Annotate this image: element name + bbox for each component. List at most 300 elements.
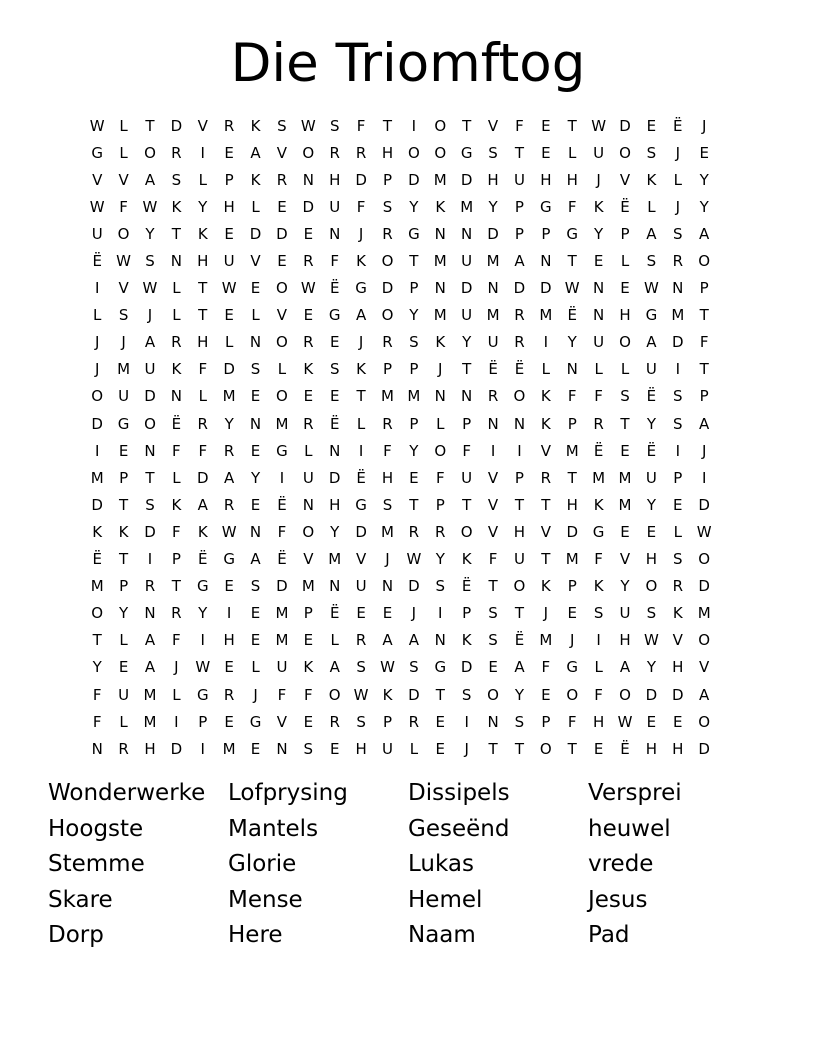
grid-letter: Ë (514, 360, 525, 379)
grid-letter: Ë (567, 306, 577, 325)
page-title: Die Triomftog (230, 33, 586, 94)
grid-letter: U (461, 306, 473, 325)
grid-letter: E (673, 495, 683, 514)
grid-letter: J (358, 333, 364, 352)
grid-letter: E (329, 739, 340, 758)
grid-letter: O (434, 143, 447, 162)
word-list-item: Here (228, 922, 283, 949)
grid-letter: A (514, 252, 525, 271)
grid-letter: L (620, 360, 630, 379)
grid-letter: N (249, 522, 262, 541)
grid-letter: S (382, 495, 393, 514)
grid-letter: K (356, 360, 367, 379)
grid-letter: D (513, 279, 526, 298)
grid-letter: N (91, 739, 103, 758)
grid-letter: W (89, 116, 105, 135)
grid-letter: W (221, 522, 237, 541)
grid-letter: D (91, 414, 103, 433)
grid-letter: V (197, 116, 208, 135)
grid-letter: R (382, 224, 393, 243)
grid-letter: L (251, 658, 260, 677)
grid-letter: E (303, 306, 314, 325)
grid-letter: Y (224, 414, 234, 433)
grid-letter: N (144, 604, 156, 623)
grid-letter: P (119, 577, 129, 596)
grid-letter: U (461, 252, 473, 271)
grid-letter: H (672, 739, 684, 758)
grid-letter: K (171, 197, 182, 216)
grid-letter: N (249, 414, 262, 433)
grid-letter: A (699, 685, 710, 704)
grid-letter: F (356, 197, 366, 216)
grid-letter: T (119, 550, 129, 569)
grid-letter: U (276, 658, 288, 677)
grid-letter: D (408, 170, 420, 189)
grid-letter: K (250, 116, 261, 135)
grid-letter: W (300, 116, 316, 135)
grid-letter: F (330, 252, 340, 271)
grid-letter: G (566, 658, 579, 677)
grid-letter: A (699, 414, 710, 433)
grid-letter: E (699, 143, 709, 162)
grid-letter: T (198, 306, 208, 325)
grid-letter: P (224, 170, 234, 189)
grid-letter: S (461, 685, 472, 704)
grid-letter: E (646, 522, 657, 541)
grid-letter: P (541, 712, 551, 731)
grid-letter: S (250, 360, 261, 379)
grid-letter: V (250, 252, 261, 271)
grid-letter: M (275, 414, 289, 433)
grid-letter: H (645, 550, 658, 569)
word-list-item: Wonderwerke (48, 780, 206, 806)
grid-letter: G (196, 685, 209, 704)
word-list-item: Lukas (408, 851, 474, 878)
grid-letter: D (540, 279, 552, 298)
grid-letter: D (302, 197, 315, 216)
grid-letter: D (566, 522, 578, 541)
grid-letter: K (672, 604, 683, 623)
grid-letter: M (460, 197, 474, 216)
grid-letter: L (172, 468, 181, 487)
grid-letter: L (620, 252, 630, 271)
grid-letter: R (355, 631, 367, 650)
grid-letter: K (540, 387, 551, 406)
grid-letter: F (172, 631, 181, 650)
grid-letter: R (276, 170, 288, 189)
grid-letter: S (145, 252, 155, 271)
grid-letter: S (356, 712, 366, 731)
grid-letter: U (487, 333, 499, 352)
grid-letter: V (672, 631, 683, 650)
grid-letter: D (460, 658, 473, 677)
grid-letter: H (566, 170, 578, 189)
grid-letter: V (487, 522, 499, 541)
grid-row (84, 735, 744, 762)
grid-letter: A (619, 658, 631, 677)
grid-letter: O (460, 522, 473, 541)
grid-letter: G (276, 441, 288, 460)
grid-letter: F (462, 441, 471, 460)
grid-letter: R (408, 712, 420, 731)
grid-letter: F (567, 197, 577, 216)
grid-letter: P (462, 604, 472, 623)
grid-letter: V (276, 712, 288, 731)
grid-letter: W (564, 279, 580, 298)
grid-letter: S (171, 170, 182, 189)
grid-letter: D (672, 333, 684, 352)
grid-letter: P (409, 360, 419, 379)
grid-letter: O (513, 577, 526, 596)
grid-letter: E (250, 739, 261, 758)
grid-letter: O (117, 224, 130, 243)
grid-letter: G (223, 550, 235, 569)
grid-letter: E (303, 387, 314, 406)
grid-letter: M (433, 252, 447, 271)
word-search-grid (84, 112, 744, 762)
grid-letter: I (94, 279, 100, 298)
grid-letter: A (355, 306, 367, 325)
grid-letter: R (303, 252, 314, 271)
grid-letter: L (541, 360, 551, 379)
grid-letter: E (250, 604, 261, 623)
grid-letter: U (329, 197, 341, 216)
grid-letter: D (144, 387, 156, 406)
grid-letter: K (435, 333, 446, 352)
grid-letter: H (381, 468, 394, 487)
grid-letter: M (143, 712, 157, 731)
grid-letter: L (93, 306, 102, 325)
grid-letter: J (121, 333, 126, 352)
grid-letter: K (303, 658, 314, 677)
grid-letter: E (250, 279, 261, 298)
word-list-item: Dorp (48, 922, 104, 949)
grid-letter: A (144, 631, 156, 650)
grid-row (84, 302, 744, 329)
grid-letter: E (646, 116, 657, 135)
grid-letter: R (593, 414, 604, 433)
grid-letter: F (198, 441, 208, 460)
grid-letter: N (461, 387, 473, 406)
grid-letter: U (513, 550, 525, 569)
grid-letter: S (488, 143, 498, 162)
grid-letter: O (698, 550, 711, 569)
grid-letter: W (643, 279, 659, 298)
grid-letter: E (118, 441, 129, 460)
grid-letter: T (514, 143, 525, 162)
grid-letter: G (460, 143, 473, 162)
grid-letter: U (619, 604, 631, 623)
grid-letter: K (540, 577, 551, 596)
grid-letter: H (592, 712, 605, 731)
grid-letter: J (94, 333, 100, 352)
grid-letter: N (329, 441, 341, 460)
grid-letter: H (619, 306, 631, 325)
grid-letter: P (699, 387, 709, 406)
grid-letter: J (94, 360, 100, 379)
grid-letter: O (407, 143, 420, 162)
grid-letter: W (591, 116, 607, 135)
grid-letter: E (567, 604, 577, 623)
grid-row (84, 410, 744, 437)
grid-letter: G (540, 197, 552, 216)
grid-letter: R (144, 577, 156, 596)
grid-letter: V (118, 170, 129, 189)
grid-letter: E (303, 712, 314, 731)
grid-letter: H (487, 170, 499, 189)
grid-letter: I (490, 441, 496, 460)
grid-letter: S (646, 252, 657, 271)
grid-letter: S (277, 116, 287, 135)
word-list-item: Pad (588, 922, 630, 949)
grid-letter: W (221, 279, 237, 298)
grid-letter: R (514, 306, 525, 325)
grid-letter: I (438, 604, 443, 623)
grid-letter: V (276, 143, 288, 162)
grid-letter: Y (646, 414, 656, 433)
grid-letter: O (381, 306, 394, 325)
grid-letter: E (382, 604, 393, 623)
grid-letter: O (91, 604, 104, 623)
grid-letter: E (224, 306, 234, 325)
grid-letter: D (381, 279, 394, 298)
grid-letter: T (356, 387, 366, 406)
grid-letter: R (382, 333, 393, 352)
grid-letter: E (303, 224, 314, 243)
grid-letter: Y (620, 577, 630, 596)
grid-letter: N (381, 577, 394, 596)
grid-letter: Y (646, 495, 656, 514)
grid-row (84, 600, 744, 627)
grid-letter: J (174, 658, 179, 677)
word-list-item: Mense (228, 886, 303, 913)
grid-letter: E (250, 495, 261, 514)
grid-letter: F (356, 116, 366, 135)
grid-letter: Ë (620, 197, 630, 216)
grid-letter: V (355, 550, 367, 569)
grid-letter: H (619, 631, 631, 650)
grid-letter: K (197, 224, 208, 243)
grid-letter: S (303, 739, 314, 758)
grid-letter: Y (435, 550, 445, 569)
grid-letter: O (91, 387, 104, 406)
grid-letter: E (224, 143, 234, 162)
grid-letter: J (570, 631, 575, 650)
grid-letter: W (353, 685, 369, 704)
grid-letter: S (514, 712, 525, 731)
grid-letter: N (302, 495, 314, 514)
grid-letter: M (381, 387, 394, 406)
word-list-item: Geseënd (408, 815, 510, 842)
grid-letter: T (567, 739, 577, 758)
grid-letter: I (517, 441, 522, 460)
grid-letter: T (514, 604, 525, 623)
grid-letter: I (543, 333, 549, 352)
grid-letter: E (224, 658, 234, 677)
grid-letter: R (672, 577, 683, 596)
grid-letter: N (329, 224, 341, 243)
grid-letter: I (147, 550, 153, 569)
grid-letter: D (672, 685, 684, 704)
grid-letter: V (487, 495, 499, 514)
grid-letter: D (698, 577, 710, 596)
grid-letter: H (540, 170, 552, 189)
grid-letter: L (119, 631, 128, 650)
grid-letter: E (541, 143, 551, 162)
grid-letter: Ë (593, 441, 604, 460)
grid-letter: A (144, 170, 156, 189)
grid-letter: T (541, 495, 551, 514)
grid-letter: Ë (329, 604, 340, 623)
grid-letter: Y (488, 197, 498, 216)
grid-letter: F (435, 468, 445, 487)
grid-letter: F (92, 712, 102, 731)
grid-letter: O (645, 577, 658, 596)
word-list-item: Skare (48, 886, 113, 913)
grid-letter: S (382, 197, 393, 216)
grid-letter: O (276, 387, 288, 406)
grid-letter: P (514, 197, 524, 216)
grid-letter: G (328, 306, 341, 325)
word-list-item: Naam (408, 922, 476, 949)
grid-letter: F (594, 685, 603, 704)
grid-letter: M (381, 522, 394, 541)
grid-letter: N (566, 360, 578, 379)
grid-letter: N (170, 387, 182, 406)
grid-letter: O (619, 685, 631, 704)
grid-letter: P (303, 604, 313, 623)
grid-letter: N (487, 414, 499, 433)
grid-letter: E (409, 468, 419, 487)
grid-letter: O (276, 333, 288, 352)
grid-letter: T (567, 252, 577, 271)
grid-letter: O (566, 685, 579, 704)
grid-letter: T (145, 468, 155, 487)
grid-letter: Y (462, 333, 472, 352)
grid-letter: Ë (461, 577, 472, 596)
grid-letter: P (462, 414, 472, 433)
grid-letter: Y (646, 658, 656, 677)
grid-letter: O (381, 252, 394, 271)
grid-letter: D (355, 170, 367, 189)
grid-letter: K (118, 522, 129, 541)
grid-letter: J (411, 604, 417, 623)
grid-letter: Ë (198, 550, 208, 569)
grid-letter: I (464, 712, 469, 731)
grid-letter: I (596, 631, 601, 650)
grid-letter: Y (145, 224, 155, 243)
grid-letter: H (223, 631, 235, 650)
grid-letter: E (593, 252, 604, 271)
grid-letter: P (541, 224, 551, 243)
grid-letter: P (119, 468, 129, 487)
grid-letter: D (355, 522, 367, 541)
grid-letter: T (567, 116, 577, 135)
grid-letter: G (434, 658, 447, 677)
grid-letter: M (486, 252, 500, 271)
grid-letter: Y (119, 604, 129, 623)
grid-letter: R (197, 414, 208, 433)
grid-letter: L (594, 360, 603, 379)
grid-letter: F (699, 333, 709, 352)
grid-row (84, 383, 744, 410)
grid-row (84, 437, 744, 464)
grid-letter: E (250, 387, 261, 406)
grid-letter: F (383, 441, 392, 460)
grid-letter: D (328, 468, 341, 487)
grid-letter: N (461, 224, 473, 243)
grid-letter: W (116, 252, 131, 271)
grid-row (84, 573, 744, 600)
grid-letter: D (645, 685, 658, 704)
word-list-item: Jesus (588, 886, 648, 913)
word-list-item: Versprei (588, 780, 682, 806)
grid-letter: Ë (329, 414, 340, 433)
grid-letter: J (701, 116, 707, 135)
grid-letter: N (329, 577, 341, 596)
grid-letter: E (277, 197, 287, 216)
grid-letter: S (356, 658, 366, 677)
grid-letter: P (699, 279, 709, 298)
grid-letter: O (302, 522, 315, 541)
grid-letter: F (541, 658, 551, 677)
grid-letter: E (620, 279, 630, 298)
grid-letter: U (223, 252, 235, 271)
grid-letter: E (620, 441, 630, 460)
grid-letter: G (117, 414, 130, 433)
grid-letter: O (539, 739, 552, 758)
grid-letter: Y (198, 197, 208, 216)
grid-letter: V (487, 116, 499, 135)
grid-letter: H (197, 333, 209, 352)
grid-letter: G (249, 712, 262, 731)
grid-letter: L (568, 143, 577, 162)
grid-letter: I (411, 116, 417, 135)
grid-letter: P (382, 170, 393, 189)
grid-letter: M (117, 360, 131, 379)
grid-row (84, 329, 744, 356)
grid-letter: K (197, 522, 208, 541)
grid-letter: I (358, 441, 364, 460)
grid-letter: N (170, 252, 182, 271)
grid-letter: O (698, 252, 711, 271)
grid-letter: G (355, 279, 367, 298)
grid-letter: I (226, 604, 232, 623)
grid-letter: M (90, 468, 104, 487)
grid-letter: T (462, 116, 472, 135)
grid-letter: T (567, 468, 577, 487)
grid-letter: R (171, 143, 182, 162)
grid-letter: E (435, 739, 446, 758)
grid-letter: D (276, 577, 288, 596)
grid-letter: F (198, 360, 208, 379)
grid-letter: G (408, 224, 420, 243)
grid-letter: M (486, 306, 500, 325)
grid-letter: O (698, 631, 711, 650)
grid-letter: F (567, 387, 577, 406)
grid-letter: V (540, 441, 551, 460)
grid-letter: N (593, 279, 605, 298)
grid-letter: E (541, 685, 551, 704)
grid-letter: O (328, 685, 341, 704)
grid-letter: L (409, 739, 419, 758)
grid-letter: M (143, 685, 157, 704)
grid-letter: L (172, 279, 181, 298)
grid-letter: P (673, 468, 683, 487)
grid-letter: P (435, 495, 445, 514)
grid-letter: M (275, 604, 289, 623)
grid-letter: A (144, 333, 156, 352)
